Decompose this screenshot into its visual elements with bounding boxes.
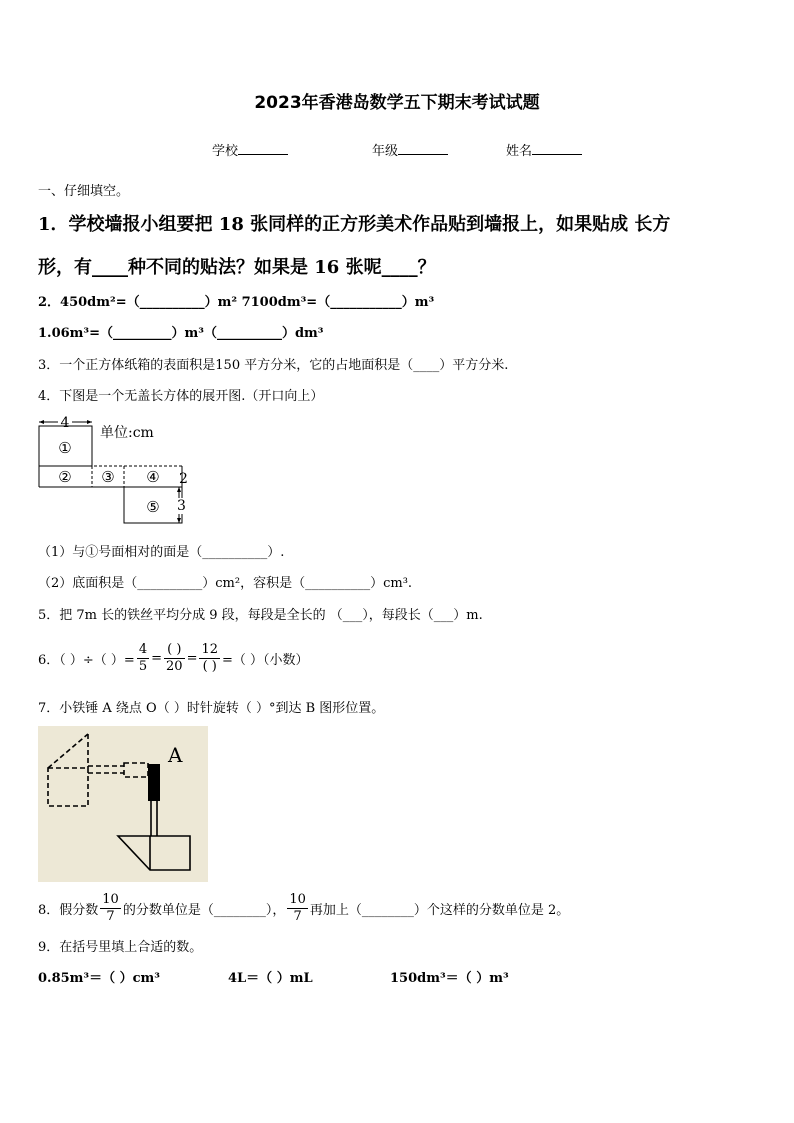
fraction-10-7-second	[287, 892, 308, 925]
fraction-10-7-second-denominator: 7	[293, 908, 302, 924]
question-2-line-1: 2．450dm²=（__________）m² 7100dm³=（___________）m³	[38, 295, 435, 310]
fraction-blank-20	[164, 642, 185, 675]
school-label: 学校	[212, 144, 239, 159]
figure-background	[38, 726, 208, 882]
question-6-suffix: =（ ）（小数）	[222, 652, 309, 668]
grade-label: 年级	[372, 144, 399, 159]
face-1-label: ①	[58, 439, 72, 457]
grade-field[interactable]	[372, 140, 448, 159]
school-field[interactable]	[212, 140, 288, 159]
equals-sign: =	[151, 650, 163, 666]
name-label: 姓名	[506, 144, 533, 159]
fraction-4-5-numerator: 4	[138, 641, 148, 657]
fraction-12-blank-denominator: ( )	[202, 658, 217, 674]
face-2-label: ②	[58, 468, 72, 486]
fraction-4-5-denominator: 5	[138, 658, 148, 674]
fraction-blank-20-numerator: ( )	[164, 642, 185, 659]
dim-arrow-left-head	[39, 420, 44, 424]
fraction-12-blank	[199, 642, 220, 675]
page-title: 2023年香港岛数学五下期末考试试题	[254, 93, 540, 113]
name-field[interactable]	[506, 140, 582, 159]
question-4-part-1: （1）与①号面相对的面是（__________）.	[38, 545, 285, 560]
face-5-label: ⑤	[146, 498, 160, 516]
fraction-10-7-denominator: 7	[106, 908, 115, 924]
fraction-10-7-second-numerator: 10	[289, 891, 306, 907]
question-8-part-1: 8．假分数	[38, 902, 99, 918]
question-4: 4．下图是一个无盖长方体的展开图.（开口向上）	[38, 389, 324, 404]
question-9-a: 0.85m³＝（ ）cm³	[38, 971, 161, 986]
question-8-part-3: 再加上（________）个这样的分数单位是 2。	[309, 902, 570, 918]
question-9-c: 150dm³＝（ ）m³	[390, 971, 509, 986]
grade-blank[interactable]	[398, 142, 448, 155]
question-5: 5．把 7m 长的铁丝平均分成 9 段，每段是全长的 （___），每段长（___）m.	[38, 608, 483, 623]
box-net-diagram	[34, 412, 194, 527]
school-blank[interactable]	[238, 142, 288, 155]
fraction-4-5	[137, 642, 149, 675]
question-8	[38, 888, 569, 928]
dim-right-3: 3	[177, 498, 186, 514]
hammer-rotation-figure	[38, 726, 208, 882]
question-9-b: 4L＝（ ）mL	[228, 971, 313, 986]
question-1-line-2: 形，有____种不同的贴法？如果是 16 张呢____？	[38, 257, 436, 278]
dim-right-2: 2	[179, 471, 188, 487]
question-2-line-2: 1.06m³=（_________）m³（__________）dm³	[38, 326, 324, 341]
dim-top-label: 4	[60, 415, 70, 431]
face-4-label: ④	[146, 468, 160, 486]
dim-arrow-right-head	[87, 420, 92, 424]
unit-label: 单位:cm	[100, 425, 154, 441]
question-7: 7．小铁锤 A 绕点 O（ ）时针旋转（ ）°到达 B 图形位置。	[38, 701, 385, 716]
question-8-part-2: 的分数单位是（________），	[122, 902, 286, 918]
hammer-head	[148, 764, 160, 801]
dim-arrow-right-up	[177, 487, 181, 492]
equals-sign-2: =	[186, 650, 198, 666]
point-a-label: A	[168, 743, 183, 767]
question-3: 3．一个正方体纸箱的表面积是150 平方分米，它的占地面积是（____）平方分米.	[38, 358, 509, 373]
fraction-10-7	[100, 892, 121, 925]
question-9: 9．在括号里填上合适的数。	[38, 940, 203, 955]
question-1-line-1: 1．学校墙报小组要把 18 张同样的正方形美术作品贴到墙报上，如果贴成 长方	[38, 214, 671, 235]
question-6-prefix: 6．（ ）÷（ ）=	[38, 652, 135, 668]
name-blank[interactable]	[532, 142, 582, 155]
fraction-12-blank-numerator: 12	[201, 641, 219, 657]
dim-arrow-right-down	[177, 518, 181, 523]
question-4-part-2: （2）底面积是（__________）cm²，容积是（__________）cm³.	[38, 576, 413, 591]
face-3-label: ③	[101, 468, 115, 486]
section-heading: 一、仔细填空。	[38, 184, 130, 199]
fraction-10-7-numerator: 10	[102, 891, 119, 907]
question-6	[38, 638, 309, 678]
fraction-blank-20-denominator: 20	[166, 658, 183, 674]
